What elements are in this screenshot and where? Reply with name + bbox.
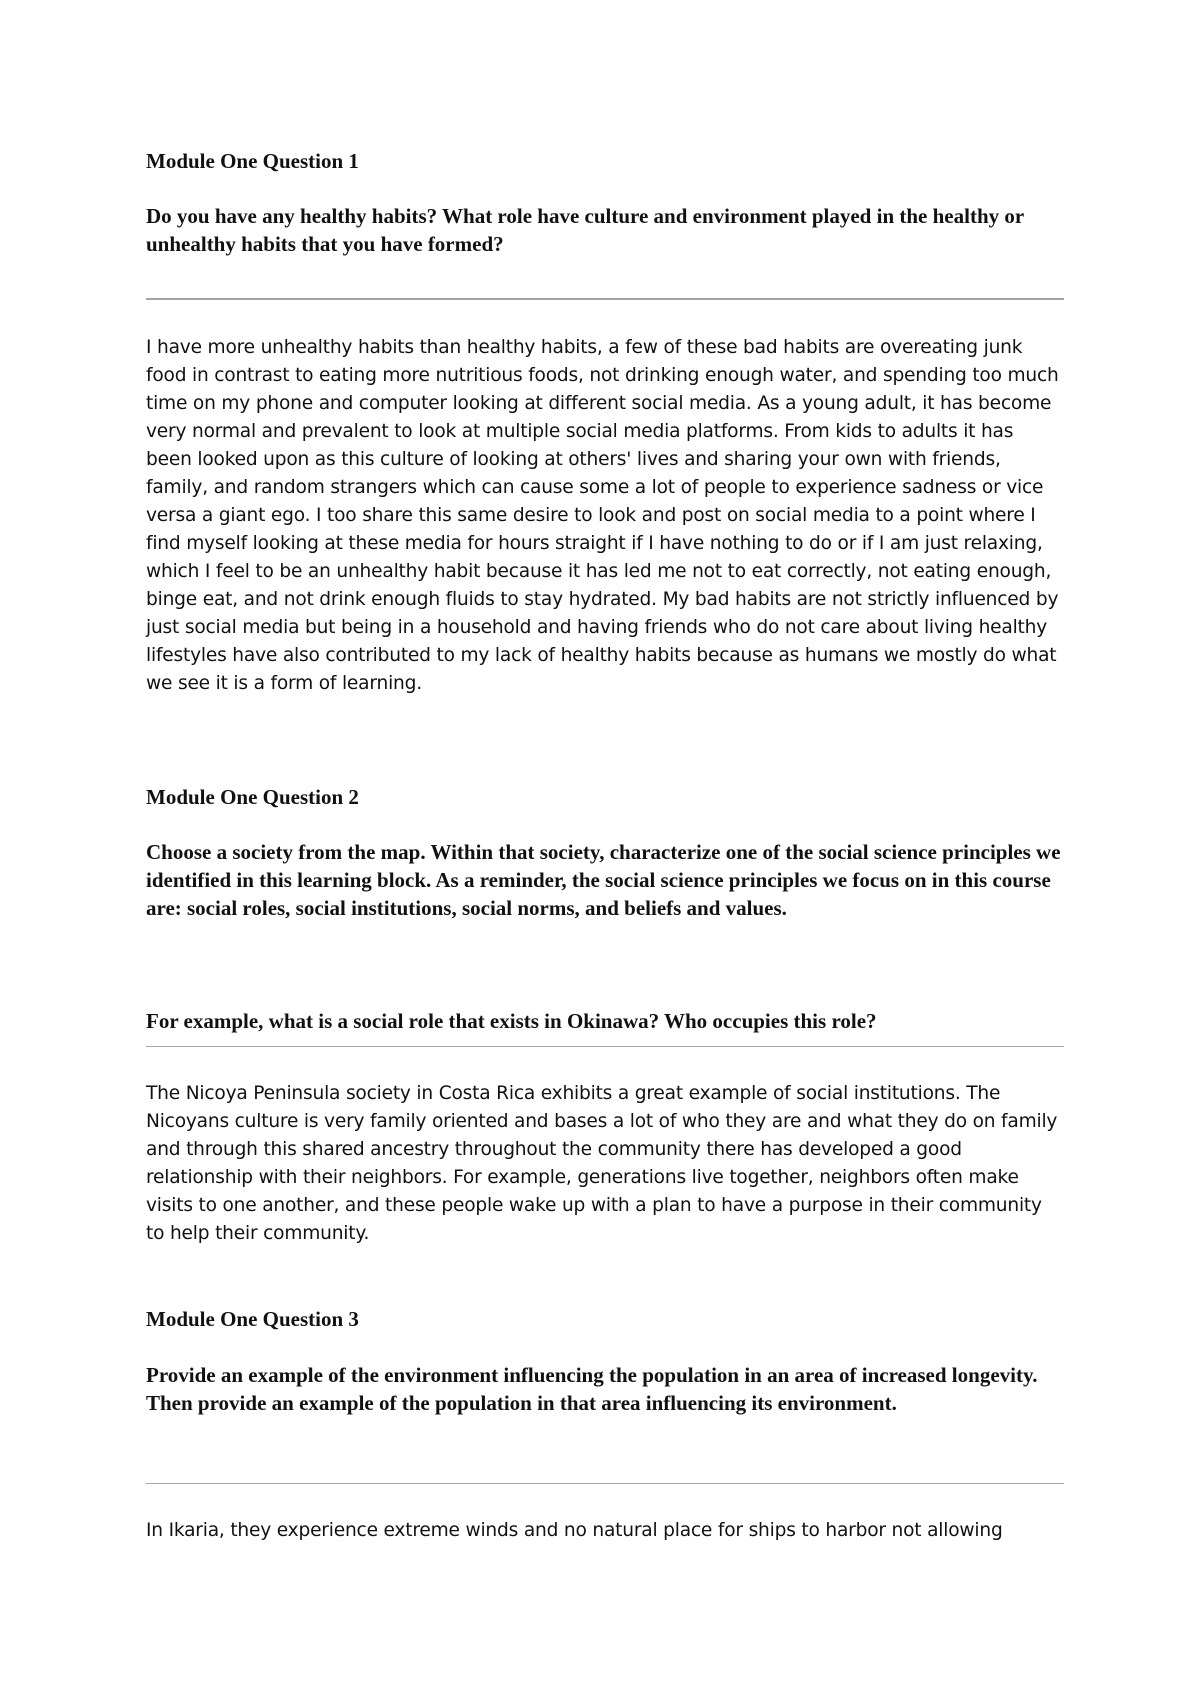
section-3-divider <box>146 1483 1064 1484</box>
section-1-prompt: Do you have any healthy habits? What role have culture and environment played in the healthy or unhealthy habits that you have formed? <box>146 204 1024 256</box>
section-1-divider <box>146 298 1064 300</box>
section-2-prompt-example: For example, what is a social role that exists in Okinawa? Who occupies this role? <box>146 1009 877 1033</box>
document-page <box>146 0 1064 1696</box>
section-3-prompt: Provide an example of the environment influencing the population in an area of increased longevity. Then provide an example of the population in that area influencing its environment. <box>146 1363 1038 1415</box>
section-2-prompt: Choose a society from the map. Within that society, characterize one of the social science principles we identified in this learning block. As a reminder, the social science principles we focus on in this course are: social roles, social institutions, social norms, and beliefs and values. <box>146 840 1061 920</box>
section-1-answer: I have more unhealthy habits than healthy habits, a few of these bad habits are overeating junk food in contrast to eating more nutritious foods, not drinking enough water, and spending too much time on my phone and computer looking at different social media. As a young adult, it has become very normal and prevalent to look at multiple social media platforms. From kids to adults it has been looked upon as this culture of looking at others' lives and sharing your own with friends, family, and random strangers which can cause some a lot of people to experience sadness or vice versa a giant ego. I too share this same desire to look and post on social media to a point where I find myself looking at these media for hours straight if I have nothing to do or if I am just relaxing, which I feel to be an unhealthy habit because it has led me not to eat correctly, not eating enough, binge eat, and not drink enough fluids to stay hydrated. My bad habits are not strictly influenced by just social media but being in a household and having friends who do not care about living healthy lifestyles have also contributed to my lack of healthy habits because as humans we mostly do what we see it is a form of learning. <box>146 337 1059 694</box>
section-2-heading: Module One Question 2 <box>146 785 359 809</box>
section-2-divider <box>146 1046 1064 1047</box>
section-2-answer: The Nicoya Peninsula society in Costa Rica exhibits a great example of social institutions. The Nicoyans culture is very family oriented and bases a lot of who they are and what they do on family and through this shared ancestry throughout the community there has developed a good relationship with their neighbors. For example, generations live together, neighbors often make visits to one another, and these people wake up with a plan to have a purpose in their community to help their community. <box>146 1083 1058 1244</box>
section-1-heading: Module One Question 1 <box>146 149 359 173</box>
section-3-answer: In Ikaria, they experience extreme winds and no natural place for ships to harbor not allowing <box>146 1520 1003 1541</box>
section-3-heading: Module One Question 3 <box>146 1307 359 1331</box>
